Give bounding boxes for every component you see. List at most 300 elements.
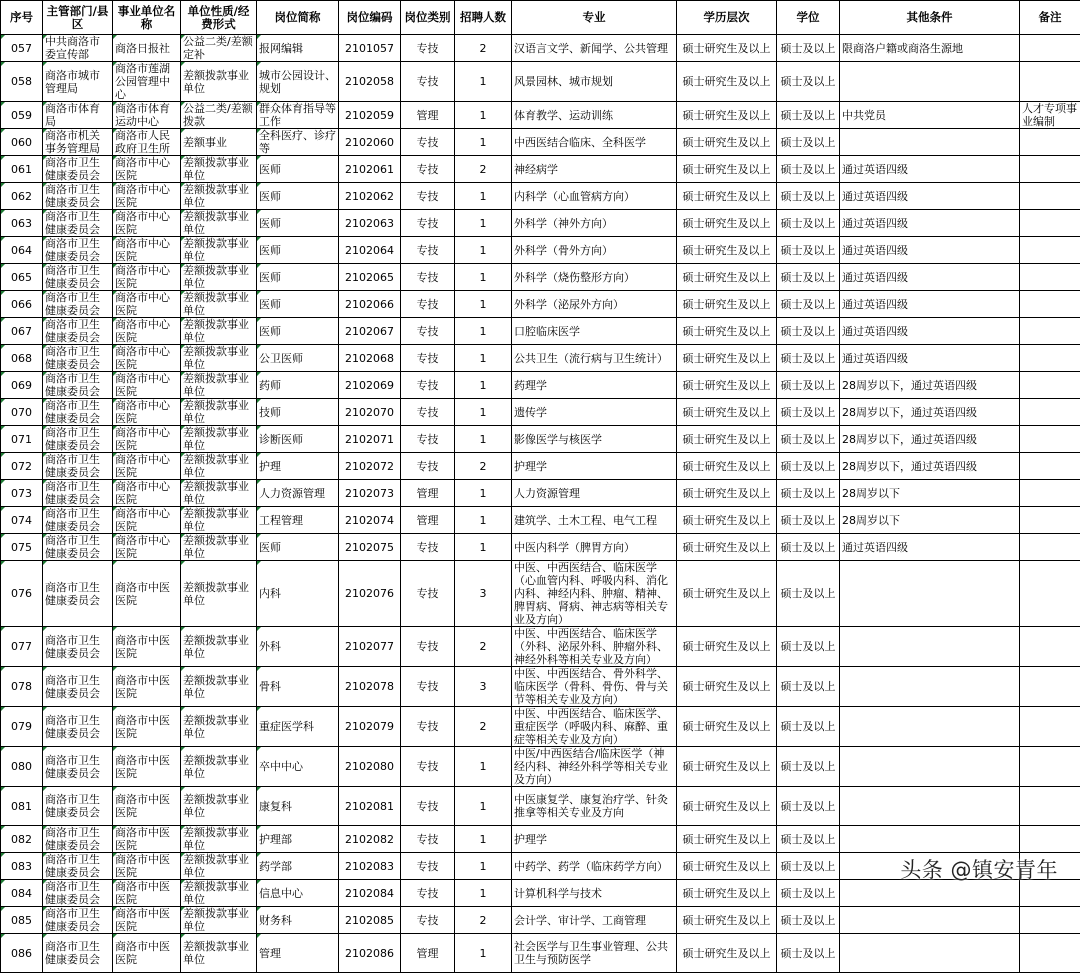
cell-remark <box>1020 291 1080 318</box>
cell-remark <box>1020 129 1080 156</box>
cell-degree: 硕士及以上 <box>777 291 840 318</box>
cell-position: 公卫医师 <box>257 345 339 372</box>
cell-position-code: 2102085 <box>339 907 401 934</box>
cell-index: 080 <box>1 747 43 787</box>
cell-position: 骨科 <box>257 667 339 707</box>
cell-department: 商洛市卫生健康委员会 <box>43 399 113 426</box>
column-header: 备注 <box>1020 1 1080 35</box>
table-row <box>1 534 1080 561</box>
cell-education: 硕士研究生及以上 <box>677 156 777 183</box>
cell-index: 057 <box>1 35 43 62</box>
cell-other: 28周岁以下 <box>840 480 1020 507</box>
cell-other: 28周岁以下，通过英语四级 <box>840 453 1020 480</box>
cell-unit-type: 差额拨款事业单位 <box>181 907 257 934</box>
cell-department: 中共商洛市委宣传部 <box>43 35 113 62</box>
cell-department: 商洛市卫生健康委员会 <box>43 907 113 934</box>
cell-degree: 硕士及以上 <box>777 156 840 183</box>
cell-education: 硕士研究生及以上 <box>677 210 777 237</box>
table-row <box>1 561 1080 627</box>
cell-other: 通过英语四级 <box>840 156 1020 183</box>
cell-major: 护理学 <box>512 453 677 480</box>
table-row <box>1 264 1080 291</box>
cell-degree: 硕士及以上 <box>777 907 840 934</box>
cell-major: 中医/中西医结合/临床医学（神经内科、神经外科学等相关专业及方向） <box>512 747 677 787</box>
cell-other: 28周岁以下，通过英语四级 <box>840 372 1020 399</box>
cell-position-code: 2102060 <box>339 129 401 156</box>
cell-count: 1 <box>455 318 512 345</box>
cell-position-code: 2102058 <box>339 62 401 102</box>
cell-remark <box>1020 667 1080 707</box>
cell-category: 专技 <box>401 534 455 561</box>
cell-category: 专技 <box>401 318 455 345</box>
cell-major: 护理学 <box>512 826 677 853</box>
cell-index: 079 <box>1 707 43 747</box>
cell-position-code: 2101057 <box>339 35 401 62</box>
cell-degree: 硕士及以上 <box>777 747 840 787</box>
cell-unit: 商洛市中医医院 <box>113 561 181 627</box>
cell-unit: 商洛市中心医院 <box>113 183 181 210</box>
cell-position-code: 2102066 <box>339 291 401 318</box>
cell-degree: 硕士及以上 <box>777 707 840 747</box>
cell-education: 硕士研究生及以上 <box>677 426 777 453</box>
cell-unit: 商洛市中医医院 <box>113 907 181 934</box>
cell-remark <box>1020 907 1080 934</box>
cell-count: 1 <box>455 62 512 102</box>
cell-department: 商洛市卫生健康委员会 <box>43 880 113 907</box>
cell-department: 商洛市卫生健康委员会 <box>43 667 113 707</box>
cell-major: 药理学 <box>512 372 677 399</box>
cell-index: 073 <box>1 480 43 507</box>
cell-category: 专技 <box>401 453 455 480</box>
cell-position: 财务科 <box>257 907 339 934</box>
cell-index: 083 <box>1 853 43 880</box>
cell-other: 通过英语四级 <box>840 345 1020 372</box>
table-row <box>1 345 1080 372</box>
cell-unit: 商洛市中心医院 <box>113 156 181 183</box>
table-row <box>1 826 1080 853</box>
cell-other: 通过英语四级 <box>840 318 1020 345</box>
cell-major: 计算机科学与技术 <box>512 880 677 907</box>
cell-unit: 商洛市中心医院 <box>113 372 181 399</box>
cell-category: 专技 <box>401 426 455 453</box>
cell-count: 1 <box>455 399 512 426</box>
cell-category: 管理 <box>401 480 455 507</box>
cell-unit-type: 差额拨款事业单位 <box>181 826 257 853</box>
column-header: 事业单位名称 <box>113 1 181 35</box>
cell-major: 中药学、药学（临床药学方向） <box>512 853 677 880</box>
cell-index: 078 <box>1 667 43 707</box>
cell-department: 商洛市卫生健康委员会 <box>43 747 113 787</box>
cell-other <box>840 907 1020 934</box>
cell-position: 药学部 <box>257 853 339 880</box>
cell-remark <box>1020 372 1080 399</box>
cell-education: 硕士研究生及以上 <box>677 934 777 973</box>
cell-index: 061 <box>1 156 43 183</box>
cell-unit: 商洛市中心医院 <box>113 291 181 318</box>
cell-remark <box>1020 787 1080 826</box>
column-header: 专业 <box>512 1 677 35</box>
cell-other <box>840 667 1020 707</box>
cell-position: 医师 <box>257 291 339 318</box>
cell-other <box>840 707 1020 747</box>
cell-remark <box>1020 534 1080 561</box>
cell-category: 专技 <box>401 399 455 426</box>
cell-index: 070 <box>1 399 43 426</box>
cell-index: 064 <box>1 237 43 264</box>
cell-department: 商洛市卫生健康委员会 <box>43 787 113 826</box>
cell-category: 专技 <box>401 264 455 291</box>
cell-unit-type: 差额拨款事业单位 <box>181 237 257 264</box>
cell-other: 通过英语四级 <box>840 264 1020 291</box>
cell-unit-type: 差额拨款事业单位 <box>181 291 257 318</box>
cell-remark <box>1020 183 1080 210</box>
cell-count: 2 <box>455 907 512 934</box>
cell-category: 专技 <box>401 156 455 183</box>
cell-degree: 硕士及以上 <box>777 62 840 102</box>
cell-position-code: 2102075 <box>339 534 401 561</box>
cell-degree: 硕士及以上 <box>777 35 840 62</box>
cell-degree: 硕士及以上 <box>777 426 840 453</box>
cell-major: 外科学（烧伤整形方向） <box>512 264 677 291</box>
table-row <box>1 480 1080 507</box>
cell-count: 2 <box>455 627 512 667</box>
cell-education: 硕士研究生及以上 <box>677 129 777 156</box>
cell-major: 口腔临床医学 <box>512 318 677 345</box>
cell-count: 2 <box>455 453 512 480</box>
cell-department: 商洛市体育局 <box>43 102 113 129</box>
cell-index: 077 <box>1 627 43 667</box>
cell-position: 人力资源管理 <box>257 480 339 507</box>
cell-index: 058 <box>1 62 43 102</box>
cell-unit-type: 差额拨款事业单位 <box>181 210 257 237</box>
cell-category: 管理 <box>401 934 455 973</box>
cell-index: 075 <box>1 534 43 561</box>
cell-count: 1 <box>455 345 512 372</box>
cell-education: 硕士研究生及以上 <box>677 747 777 787</box>
cell-position-code: 2102078 <box>339 667 401 707</box>
cell-position: 医师 <box>257 264 339 291</box>
cell-education: 硕士研究生及以上 <box>677 826 777 853</box>
cell-count: 1 <box>455 787 512 826</box>
cell-unit-type: 差额拨款事业单位 <box>181 426 257 453</box>
cell-remark <box>1020 627 1080 667</box>
column-header: 岗位类别 <box>401 1 455 35</box>
table-row <box>1 787 1080 826</box>
cell-unit: 商洛市中心医院 <box>113 480 181 507</box>
cell-count: 1 <box>455 291 512 318</box>
cell-education: 硕士研究生及以上 <box>677 291 777 318</box>
cell-category: 专技 <box>401 62 455 102</box>
cell-position: 医师 <box>257 237 339 264</box>
table-row <box>1 156 1080 183</box>
table-row <box>1 35 1080 62</box>
cell-degree: 硕士及以上 <box>777 237 840 264</box>
cell-unit-type: 差额拨款事业单位 <box>181 707 257 747</box>
table-row <box>1 907 1080 934</box>
cell-position-code: 2102086 <box>339 934 401 973</box>
cell-degree: 硕士及以上 <box>777 667 840 707</box>
cell-index: 069 <box>1 372 43 399</box>
cell-unit-type: 差额拨款事业单位 <box>181 934 257 973</box>
cell-other <box>840 62 1020 102</box>
cell-remark <box>1020 237 1080 264</box>
cell-count: 1 <box>455 237 512 264</box>
cell-count: 1 <box>455 183 512 210</box>
cell-unit-type: 差额拨款事业单位 <box>181 534 257 561</box>
cell-unit-type: 差额拨款事业单位 <box>181 453 257 480</box>
cell-index: 059 <box>1 102 43 129</box>
cell-unit-type: 差额拨款事业单位 <box>181 787 257 826</box>
cell-department: 商洛市卫生健康委员会 <box>43 453 113 480</box>
cell-position-code: 2102061 <box>339 156 401 183</box>
cell-major: 中医康复学、康复治疗学、针灸推拿等相关专业及方向 <box>512 787 677 826</box>
cell-unit: 商洛市人民政府卫生所 <box>113 129 181 156</box>
cell-position-code: 2102073 <box>339 480 401 507</box>
cell-position: 重症医学科 <box>257 707 339 747</box>
cell-unit: 商洛市中心医院 <box>113 318 181 345</box>
cell-position: 工程管理 <box>257 507 339 534</box>
cell-degree: 硕士及以上 <box>777 210 840 237</box>
cell-degree: 硕士及以上 <box>777 453 840 480</box>
cell-major: 中医内科学（脾胃方向） <box>512 534 677 561</box>
cell-unit: 商洛市中心医院 <box>113 237 181 264</box>
cell-category: 专技 <box>401 183 455 210</box>
cell-degree: 硕士及以上 <box>777 345 840 372</box>
cell-department: 商洛市卫生健康委员会 <box>43 426 113 453</box>
table-row <box>1 627 1080 667</box>
cell-category: 专技 <box>401 129 455 156</box>
cell-position-code: 2102067 <box>339 318 401 345</box>
cell-position: 技师 <box>257 399 339 426</box>
cell-major: 神经病学 <box>512 156 677 183</box>
cell-remark <box>1020 507 1080 534</box>
cell-index: 076 <box>1 561 43 627</box>
cell-education: 硕士研究生及以上 <box>677 480 777 507</box>
cell-unit-type: 差额拨款事业单位 <box>181 561 257 627</box>
cell-education: 硕士研究生及以上 <box>677 453 777 480</box>
header-row <box>1 1 1080 35</box>
column-header: 单位性质/经费形式 <box>181 1 257 35</box>
cell-index: 067 <box>1 318 43 345</box>
cell-degree: 硕士及以上 <box>777 787 840 826</box>
cell-other <box>840 934 1020 973</box>
cell-unit: 商洛市中心医院 <box>113 507 181 534</box>
cell-education: 硕士研究生及以上 <box>677 372 777 399</box>
cell-unit-type: 差额拨款事业单位 <box>181 264 257 291</box>
cell-degree: 硕士及以上 <box>777 853 840 880</box>
cell-major: 汉语言文学、新闻学、公共管理 <box>512 35 677 62</box>
cell-category: 专技 <box>401 372 455 399</box>
cell-major: 人力资源管理 <box>512 480 677 507</box>
cell-department: 商洛市卫生健康委员会 <box>43 318 113 345</box>
cell-unit: 商洛市中医医院 <box>113 707 181 747</box>
cell-position-code: 2102064 <box>339 237 401 264</box>
cell-position: 群众体育指导等工作 <box>257 102 339 129</box>
cell-count: 1 <box>455 210 512 237</box>
cell-remark <box>1020 35 1080 62</box>
cell-degree: 硕士及以上 <box>777 627 840 667</box>
cell-unit-type: 差额拨款事业单位 <box>181 880 257 907</box>
cell-education: 硕士研究生及以上 <box>677 318 777 345</box>
cell-other: 限商洛户籍或商洛生源地 <box>840 35 1020 62</box>
cell-position: 护理 <box>257 453 339 480</box>
cell-department: 商洛市卫生健康委员会 <box>43 237 113 264</box>
cell-count: 1 <box>455 880 512 907</box>
cell-count: 1 <box>455 129 512 156</box>
cell-department: 商洛市卫生健康委员会 <box>43 264 113 291</box>
cell-remark <box>1020 480 1080 507</box>
cell-major: 风景园林、城市规划 <box>512 62 677 102</box>
cell-position-code: 2102081 <box>339 787 401 826</box>
cell-unit: 商洛市中医医院 <box>113 667 181 707</box>
cell-category: 专技 <box>401 291 455 318</box>
table-body <box>1 35 1080 973</box>
cell-education: 硕士研究生及以上 <box>677 853 777 880</box>
cell-position: 药师 <box>257 372 339 399</box>
cell-other <box>840 561 1020 627</box>
cell-major: 中医、中西医结合、临床医学、重症医学（呼吸内科、麻醉、重症等相关专业及方向） <box>512 707 677 747</box>
cell-major: 外科学（泌尿外方向） <box>512 291 677 318</box>
cell-degree: 硕士及以上 <box>777 318 840 345</box>
cell-position-code: 2102076 <box>339 561 401 627</box>
cell-unit-type: 差额事业 <box>181 129 257 156</box>
cell-department: 商洛市卫生健康委员会 <box>43 156 113 183</box>
cell-degree: 硕士及以上 <box>777 129 840 156</box>
cell-education: 硕士研究生及以上 <box>677 345 777 372</box>
cell-category: 专技 <box>401 35 455 62</box>
cell-department: 商洛市卫生健康委员会 <box>43 707 113 747</box>
cell-degree: 硕士及以上 <box>777 372 840 399</box>
cell-count: 1 <box>455 826 512 853</box>
column-header: 岗位简称 <box>257 1 339 35</box>
table-row <box>1 507 1080 534</box>
cell-position: 内科 <box>257 561 339 627</box>
cell-index: 084 <box>1 880 43 907</box>
cell-education: 硕士研究生及以上 <box>677 787 777 826</box>
cell-unit-type: 差额拨款事业单位 <box>181 667 257 707</box>
cell-major: 中西医结合临床、全科医学 <box>512 129 677 156</box>
cell-education: 硕士研究生及以上 <box>677 534 777 561</box>
cell-category: 专技 <box>401 707 455 747</box>
cell-category: 专技 <box>401 747 455 787</box>
cell-unit: 商洛市中心医院 <box>113 264 181 291</box>
cell-degree: 硕士及以上 <box>777 507 840 534</box>
cell-major: 中医、中西医结合、骨外科学、临床医学（骨科、骨伤、骨与关节等相关专业及方向） <box>512 667 677 707</box>
cell-category: 管理 <box>401 507 455 534</box>
cell-category: 专技 <box>401 826 455 853</box>
cell-unit: 商洛市中心医院 <box>113 426 181 453</box>
cell-education: 硕士研究生及以上 <box>677 667 777 707</box>
cell-unit-type: 差额拨款事业单位 <box>181 372 257 399</box>
cell-category: 专技 <box>401 667 455 707</box>
cell-position: 康复科 <box>257 787 339 826</box>
cell-unit-type: 差额拨款事业单位 <box>181 318 257 345</box>
column-header: 序号 <box>1 1 43 35</box>
cell-remark <box>1020 318 1080 345</box>
cell-degree: 硕士及以上 <box>777 480 840 507</box>
cell-unit: 商洛市莲湖公园管理中心 <box>113 62 181 102</box>
cell-category: 专技 <box>401 627 455 667</box>
cell-index: 072 <box>1 453 43 480</box>
cell-department: 商洛市卫生健康委员会 <box>43 372 113 399</box>
table-row <box>1 707 1080 747</box>
cell-count: 1 <box>455 507 512 534</box>
cell-other: 28周岁以下 <box>840 507 1020 534</box>
cell-count: 1 <box>455 264 512 291</box>
cell-unit: 商洛市中医医院 <box>113 747 181 787</box>
cell-major: 内科学（心血管病方向） <box>512 183 677 210</box>
cell-degree: 硕士及以上 <box>777 264 840 291</box>
column-header: 主管部门/县区 <box>43 1 113 35</box>
table-row <box>1 318 1080 345</box>
cell-unit: 商洛市中心医院 <box>113 534 181 561</box>
table-row <box>1 426 1080 453</box>
cell-other: 28周岁以下，通过英语四级 <box>840 426 1020 453</box>
cell-index: 071 <box>1 426 43 453</box>
cell-remark <box>1020 399 1080 426</box>
cell-degree: 硕士及以上 <box>777 183 840 210</box>
cell-unit: 商洛市中心医院 <box>113 345 181 372</box>
cell-index: 068 <box>1 345 43 372</box>
cell-index: 081 <box>1 787 43 826</box>
cell-unit-type: 差额拨款事业单位 <box>181 747 257 787</box>
cell-other <box>840 826 1020 853</box>
cell-index: 085 <box>1 907 43 934</box>
cell-category: 专技 <box>401 880 455 907</box>
cell-count: 2 <box>455 156 512 183</box>
cell-remark <box>1020 707 1080 747</box>
column-header: 岗位编码 <box>339 1 401 35</box>
cell-other <box>840 129 1020 156</box>
cell-remark <box>1020 561 1080 627</box>
cell-position: 城市公园设计、规划 <box>257 62 339 102</box>
cell-category: 专技 <box>401 787 455 826</box>
cell-education: 硕士研究生及以上 <box>677 880 777 907</box>
cell-department: 商洛市卫生健康委员会 <box>43 934 113 973</box>
cell-major: 遗传学 <box>512 399 677 426</box>
cell-position-code: 2102070 <box>339 399 401 426</box>
cell-other: 通过英语四级 <box>840 534 1020 561</box>
cell-unit: 商洛市中医医院 <box>113 934 181 973</box>
cell-unit: 商洛市中医医院 <box>113 627 181 667</box>
cell-department: 商洛市卫生健康委员会 <box>43 826 113 853</box>
cell-position-code: 2102077 <box>339 627 401 667</box>
cell-other <box>840 747 1020 787</box>
cell-count: 1 <box>455 934 512 973</box>
column-header: 学历层次 <box>677 1 777 35</box>
cell-unit: 商洛市中心医院 <box>113 453 181 480</box>
cell-other <box>840 787 1020 826</box>
cell-remark <box>1020 453 1080 480</box>
cell-position: 报网编辑 <box>257 35 339 62</box>
cell-position: 医师 <box>257 318 339 345</box>
cell-position-code: 2102082 <box>339 826 401 853</box>
table-row <box>1 667 1080 707</box>
table-row <box>1 102 1080 129</box>
cell-count: 1 <box>455 534 512 561</box>
cell-count: 1 <box>455 426 512 453</box>
cell-remark <box>1020 826 1080 853</box>
cell-other: 通过英语四级 <box>840 183 1020 210</box>
column-header: 其他条件 <box>840 1 1020 35</box>
cell-count: 3 <box>455 667 512 707</box>
cell-unit-type: 差额拨款事业单位 <box>181 507 257 534</box>
cell-degree: 硕士及以上 <box>777 534 840 561</box>
cell-position-code: 2102072 <box>339 453 401 480</box>
cell-category: 专技 <box>401 210 455 237</box>
watermark: 头条 @镇安青年 <box>900 854 1058 884</box>
cell-major: 建筑学、土木工程、电气工程 <box>512 507 677 534</box>
